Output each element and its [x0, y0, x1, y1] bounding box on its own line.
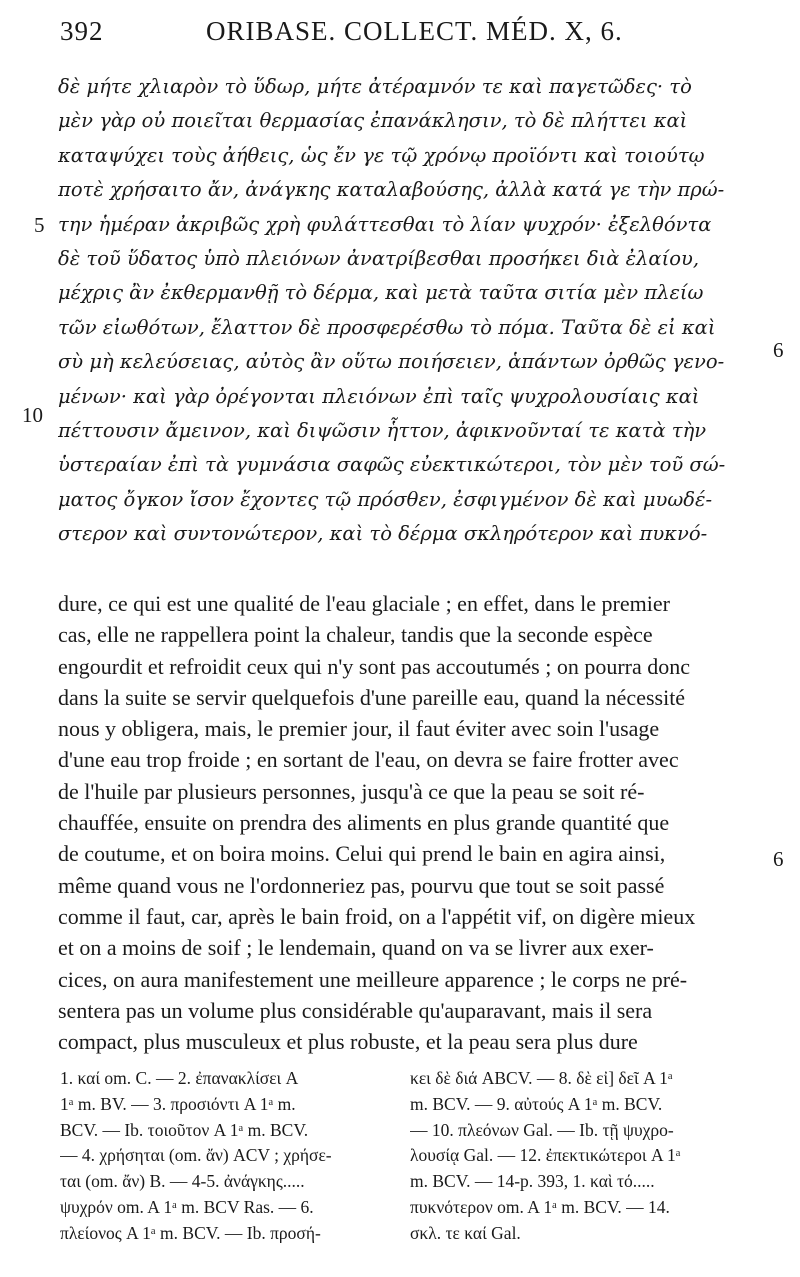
- line-number-10: 10: [22, 403, 43, 427]
- footnotes-left-column: [60, 1066, 400, 1247]
- greek-line: μὲν γὰρ οὐ ποιεῖται θερμασίας ἐπανάκλησιν, τὸ δὲ πλήττει καὶ: [58, 109, 688, 133]
- greek-line: τῶν εἰωθότων, ἔλαττον δὲ προσφερέσθω τὸ πόμα. Ταῦτα δὲ εἰ καὶ: [58, 315, 716, 339]
- greek-text-block: [58, 70, 758, 551]
- french-line: et on a moins de soif ; le lendemain, quand on va se livrer aux exer-: [58, 935, 654, 961]
- page-number: 392: [60, 16, 104, 46]
- footnote-line: κει δὲ διά ABCV. — 8. δὲ εἰ] δεῖ A 1ᵃ: [410, 1068, 673, 1088]
- french-line: nous y obligera, mais, le premier jour, il faut éviter avec soin l'usage: [58, 716, 660, 742]
- greek-line: μένων· καὶ γὰρ ὀρέγονται πλειόνων ἐπὶ ταῖς ψυχρολουσίαις καὶ: [58, 384, 700, 408]
- french-line: sentera pas un volume plus considérable qu'auparavant, mais il sera: [58, 997, 653, 1023]
- footnote-line: m. BCV. — 14-p. 393, 1. καὶ τό.....: [410, 1171, 655, 1192]
- footnote-line: — 10. πλεόνων Gal. — Ib. τῇ ψυχρο-: [410, 1119, 674, 1140]
- greek-line: σὺ μὴ κελεύσειας, αὐτὸς ἂν οὕτω ποιήσειεν, ἁπάντων ὀρθῶς γενο-: [58, 350, 725, 374]
- footnote-line: λουσίᾳ Gal. — 12. ἐπεκτικώτεροι A 1ᵃ: [410, 1145, 681, 1166]
- french-line: de l'huile par plusieurs personnes, jusqu'à ce que la peau se soit ré-: [58, 778, 645, 804]
- footnote-line: ψυχρόν om. A 1ᵃ m. BCV Ras. — 6.: [60, 1196, 314, 1217]
- french-line: compact, plus musculeux et plus robuste, et la peau sera plus dure: [58, 1029, 638, 1055]
- footnote-line: 1ᵃ m. BV. — 3. προσιόντι A 1ᵃ m.: [60, 1093, 296, 1114]
- footnote-line: — 4. χρήσηται (om. ἄν) ACV ; χρήσε-: [60, 1145, 332, 1166]
- greek-line: στερον καὶ συντονώτερον, καὶ τὸ δέρμα σκληρότερον καὶ πυκνό-: [58, 522, 708, 546]
- french-line: dure, ce qui est une qualité de l'eau glaciale ; en effet, dans le premier: [58, 591, 670, 616]
- french-line: engourdit et refroidit ceux qui n'y sont pas accoutumés ; on pourra donc: [58, 653, 691, 679]
- french-translation-block: [58, 588, 758, 1057]
- footnote-line: BCV. — Ib. τοιοῦτον A 1ᵃ m. BCV.: [60, 1119, 309, 1140]
- french-line: de coutume, et on boira moins. Celui qui prend le bain en agira ainsi,: [58, 841, 666, 867]
- greek-line: δὲ μήτε χλιαρὸν τὸ ὕδωρ, μήτε ἀτέραμνόν τε καὶ παγετῶδες· τὸ: [58, 75, 692, 98]
- greek-line: ποτὲ χρήσαιτο ἄν, ἀνάγκης καταλαβούσης, ἀλλὰ κατά γε τὴν πρώ-: [58, 178, 725, 202]
- footnote-line: σκλ. τε καί Gal.: [410, 1222, 521, 1243]
- footnote-line: ται (om. ἄν) B. — 4-5. ἀνάγκης.....: [60, 1171, 305, 1192]
- french-line: dans la suite se servir quelquefois d'une pareille eau, quand la nécessité: [58, 684, 686, 710]
- footnote-line: 1. καί om. C. — 2. ἐπανακλίσει A: [60, 1068, 299, 1088]
- line-number-5: 5: [34, 213, 45, 237]
- margin-section-number-greek: 6: [773, 338, 784, 362]
- french-line: comme il faut, car, après le bain froid, on a l'appétit vif, on digère mieux: [58, 903, 696, 929]
- footnotes-right-column: [410, 1066, 750, 1247]
- french-line: cices, on aura manifestement une meilleure apparence ; le corps ne pré-: [58, 966, 688, 992]
- footnote-line: m. BCV. — 9. αὐτούς A 1ᵃ m. BCV.: [410, 1093, 663, 1114]
- french-line: d'une eau trop froide ; en sortant de l'eau, on devra se faire frotter avec: [58, 747, 679, 773]
- greek-line: καταψύχει τοὺς ἀήθεις, ὡς ἔν γε τῷ χρόνῳ προϊόντι καὶ τοιούτῳ: [58, 143, 705, 167]
- greek-line: δὲ τοῦ ὕδατος ὑπὸ πλειόνων ἀνατρίβεσθαι προσήκει διὰ ἐλαίου,: [58, 246, 700, 270]
- greek-line: πέττουσιν ἄμεινον, καὶ διψῶσιν ἧττον, ἀφικνοῦνταί τε κατὰ τὴν: [58, 418, 707, 442]
- footnote-line: πλείονος A 1ᵃ m. BCV. — Ib. προσή-: [60, 1222, 321, 1243]
- greek-line: ματος ὄγκον ἴσον ἔχοντες τῷ πρόσθεν, ἐσφιγμένον δὲ καὶ μυωδέ-: [58, 487, 713, 511]
- margin-section-number-french: 6: [773, 847, 784, 871]
- greek-line: ὑστεραίαν ἐπὶ τὰ γυμνάσια σαφῶς εὐεκτικώτεροι, τὸν μὲν τοῦ σώ-: [58, 453, 726, 477]
- french-line: même quand vous ne l'ordonneriez pas, pourvu que tout se soit passé: [58, 872, 665, 898]
- page-header: [60, 16, 750, 56]
- french-line: cas, elle ne rappellera point la chaleur, tandis que la seconde espèce: [58, 622, 653, 648]
- footnote-line: πυκνότερον om. A 1ᵃ m. BCV. — 14.: [410, 1196, 670, 1217]
- running-title: ORIBASE. COLLECT. MÉD. X, 6.: [206, 16, 623, 46]
- greek-line: την ἡμέραν ἀκριβῶς χρὴ φυλάττεσθαι τὸ λίαν ψυχρόν· ἐξελθόντα: [58, 212, 712, 236]
- greek-line: μέχρις ἂν ἐκθερμανθῇ τὸ δέρμα, καὶ μετὰ ταῦτα σιτία μὲν πλείω: [58, 281, 704, 305]
- french-line: chauffée, ensuite on prendra des aliments en plus grande quantité que: [58, 810, 670, 836]
